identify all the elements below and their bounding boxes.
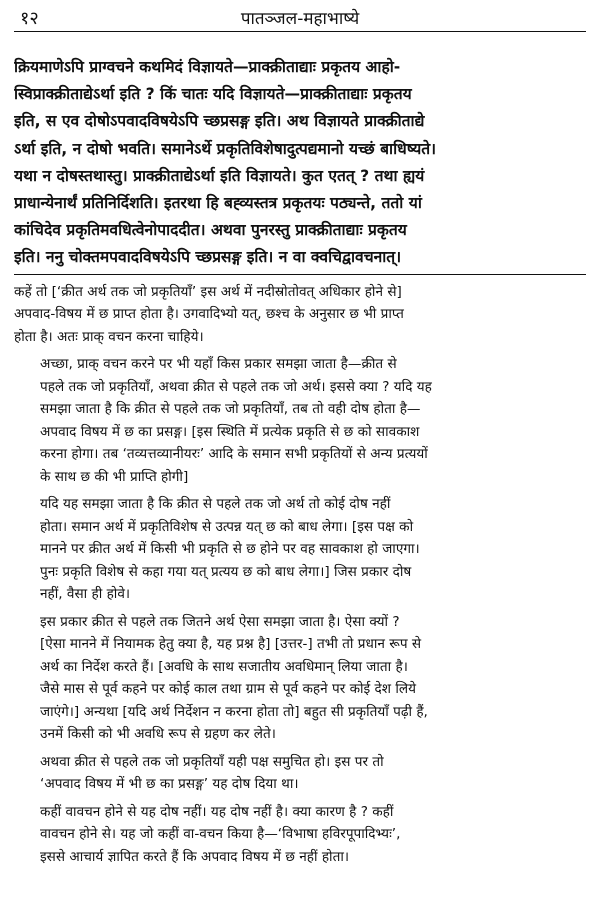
hindi-line: [ऐसा मानने में नियामक हेतु क्या है, यह प्रश्न है] [उत्तर-] तभी तो प्रधान रूप से (40, 636, 422, 653)
section-divider (14, 274, 586, 275)
hindi-line: मानने पर क्रीत अर्थ में किसी भी प्रकृति से छ होने पर वह सावकाश हो जाएगा। (40, 541, 420, 558)
sanskrit-line: क्रियमाणेऽपि प्राग्वचने कथमिदं विज्ञायते—प्राक्क्रीताद्याः प्रकृतय आहो- (14, 58, 401, 76)
hindi-line: करना होगा। तब ‘तव्यत्तव्यानीयरः’ आदि के समान सभी प्रकृतियों से अन्य प्रत्ययों (40, 446, 428, 463)
sanskrit-passage (14, 54, 586, 272)
hindi-line: समझा जाता है कि क्रीत से पहले तक जो प्रकृतियाँ, तब तो वही दोष होता है— (40, 401, 421, 418)
hindi-paragraph (14, 281, 586, 349)
hindi-line: कहीं वावचन होने से यह दोष नहीं। यह दोष नहीं है। क्या कारण है ? कहीं (40, 803, 394, 820)
hindi-line: जैसे मास से पूर्व कहने पर कोई काल तथा ग्राम से पूर्व कहने पर कोई देश लिये (40, 681, 416, 698)
hindi-translation (14, 281, 586, 869)
sanskrit-line: प्राधान्येनार्थं प्रतिनिर्दिशति। इतरथा हि बह्व्यस्तत्र प्रकृतयः पठ्यन्ते, ततो यां (14, 194, 422, 213)
hindi-paragraph (14, 611, 586, 746)
running-title: पातञ्जल-महाभाष्ये (240, 9, 360, 29)
hindi-line: अपवाद-विषय में छ प्राप्त होता है। उगवादिभ्यो यत्, छश्च के अनुसार छ भी प्राप्त (14, 306, 404, 323)
hindi-line: अच्छा, प्राक् वचन करने पर भी यहाँ किस प्रकार समझा जाता है—क्रीत से (40, 356, 397, 373)
sanskrit-line: इति, स एव दोषोऽपवादविषयेऽपि च्छप्रसङ्ग इति। अथ विज्ञायते प्राक्क्रीताद्ये (14, 112, 425, 131)
hindi-line: होता है। अतः प्राक् वचन करना चाहिये। (14, 328, 204, 345)
hindi-line: उनमें किसी को भी अवधि रूप से ग्रहण कर लेते। (40, 726, 276, 743)
sanskrit-line: स्विप्राक्क्रीताद्येऽर्था इति ? किं चातः यदि विज्ञायते—प्राक्क्रीताद्याः प्रकृतय (14, 85, 412, 104)
hindi-line: होता। समान अर्थ में प्रकृतिविशेष से उत्पन्न यत् छ को बाध लेगा। [इस पक्ष को (40, 518, 414, 535)
hindi-line: अर्थ का निर्देश करते हैं। [अवधि के साथ सजातीय अवधिमान् लिया जाता है। (40, 658, 408, 675)
hindi-line: के साथ छ की भी प्राप्ति होगी] (40, 468, 189, 485)
page-header (14, 0, 586, 34)
hindi-line: पुनः प्रकृति विशेष से कहा गया यत् प्रत्यय छ को बाध लेगा।] जिस प्रकार दोष (40, 563, 412, 580)
hindi-paragraph (14, 353, 586, 488)
sanskrit-line: इति। ननु चोक्तमपवादविषयेऽपि च्छप्रसङ्ग इति। न वा क्वचिद्वावचनात्। (14, 248, 402, 267)
hindi-line: कहें तो [‘क्रीत अर्थ तक जो प्रकृतियाँ’ इस अर्थ में नदीस्रोतोवत् अधिकार होने से] (14, 283, 402, 300)
header-rule (14, 31, 586, 32)
hindi-line: वावचन होने से। यह जो कहीं वा-वचन किया है—‘विभाषा हविरपूपादिभ्यः’, (40, 826, 401, 843)
hindi-line: नहीं, वैसा ही होवे। (40, 586, 131, 603)
hindi-line: ‘अपवाद विषय में भी छ का प्रसङ्ग’ यह दोष दिया था। (40, 776, 299, 793)
hindi-paragraph (14, 493, 586, 606)
hindi-line: इससे आचार्य ज्ञापित करते हैं कि अपवाद विषय में छ नहीं होता। (40, 848, 349, 865)
hindi-line: इस प्रकार क्रीत से पहले तक जितने अर्थ ऐसा समझा जाता है। ऐसा क्यों ? (40, 613, 400, 630)
hindi-line: अथवा क्रीत से पहले तक जो प्रकृतियाँ यही पक्ष समुचित हो। इस पर तो (40, 753, 384, 770)
hindi-paragraph (14, 751, 586, 796)
hindi-line: अपवाद विषय में छ का प्रसङ्ग। [इस स्थिति में प्रत्येक प्रकृति से छ को सावकाश (40, 423, 420, 440)
hindi-line: यदि यह समझा जाता है कि क्रीत से पहले तक जो अर्थ तो कोई दोष नहीं (40, 496, 391, 513)
sanskrit-line: कांचिदेव प्रकृतिमवधित्वेनोपाददीत। अथवा पुनरस्तु प्राक्क्रीताद्याः प्रकृतय (14, 221, 407, 240)
sanskrit-line: यथा न दोषस्तथास्तु। प्राक्क्रीताद्येऽर्था इति विज्ञायते। कुत एतत् ? तथा ह्ययं (14, 166, 425, 185)
hindi-paragraph (14, 801, 586, 869)
hindi-line: पहले तक जो प्रकृतियाँ, अथवा क्रीत से पहले तक जो अर्थ। इससे क्या ? यदि यह (40, 378, 432, 395)
sanskrit-line: ऽर्था इति, न दोषो भवति। समानेऽर्थे प्रकृतिविशेषादुत्पद्यमानो यच्छं बाधिष्यते। (14, 139, 437, 158)
hindi-line: जाएंगे।] अन्यथा [यदि अर्थ निर्देशन न करना होता तो] बहुत सी प्रकृतियाँ पढ़ी हैं, (40, 703, 428, 720)
page-number: १२ (20, 8, 39, 29)
